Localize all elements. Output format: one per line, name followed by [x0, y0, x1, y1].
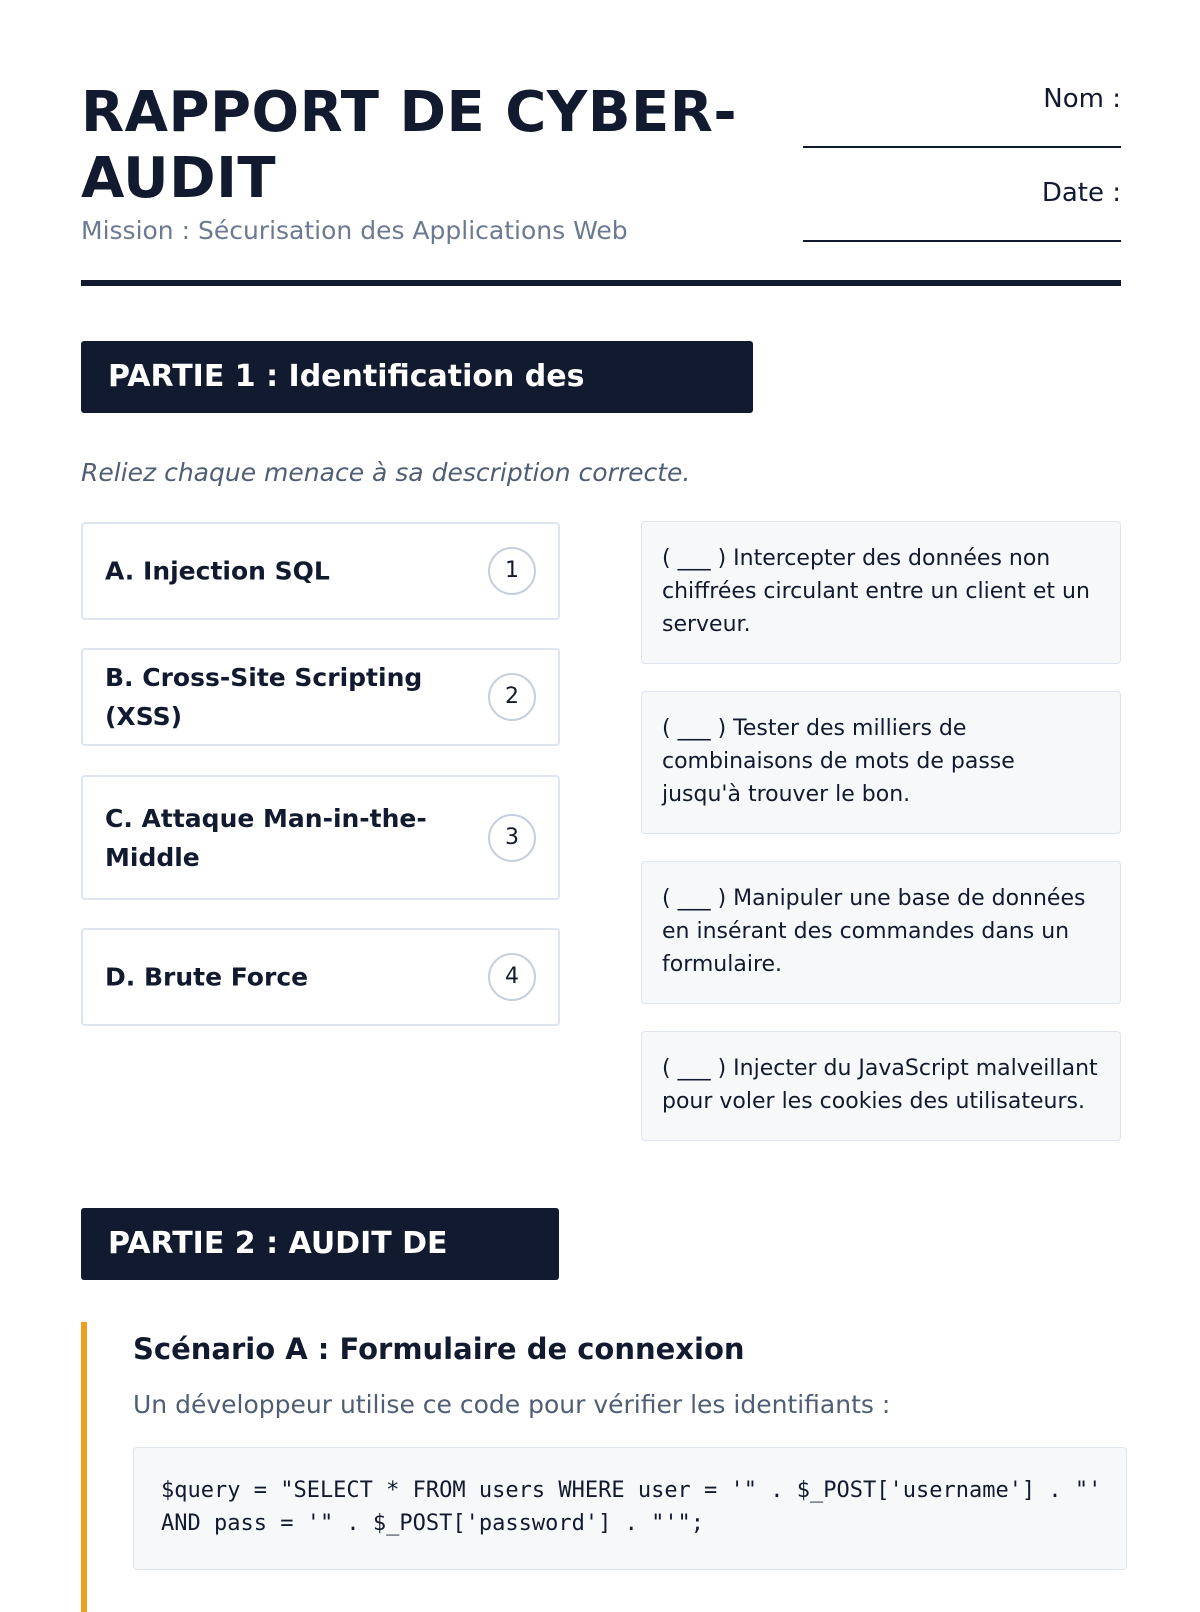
- student-info: [801, 80, 1121, 268]
- threat-card: [81, 775, 560, 900]
- description-box: [641, 521, 1121, 664]
- answer-blank[interactable]: ( ___ ): [662, 546, 727, 571]
- description-box: [641, 691, 1121, 834]
- name-row: [801, 80, 1121, 174]
- name-field-line[interactable]: [803, 146, 1121, 148]
- code-snippet: $query = "SELECT * FROM users WHERE user = '" . $_POST['username'] . "' AND pass = '" . $_POST['password'] . "'";: [133, 1447, 1127, 1570]
- threat-number-badge: 1: [488, 547, 536, 595]
- threat-number-badge: 3: [488, 814, 536, 862]
- description-text: Intercepter des données non chiffrées circulant entre un client et un serveur.: [662, 546, 1090, 637]
- header-divider: [81, 280, 1121, 286]
- description-text: Injecter du JavaScript malveillant pour voler les cookies des utilisateurs.: [662, 1056, 1098, 1114]
- report-title: RAPPORT DE CYBER-AUDIT: [81, 80, 738, 211]
- threat-label: B. Cross-Site Scripting (XSS): [105, 663, 423, 731]
- description-text: Manipuler une base de données en insérant des commandes dans un formulaire.: [662, 886, 1086, 977]
- scenario-title: Scénario A : Formulaire de connexion: [133, 1332, 745, 1366]
- part1-heading: PARTIE 1 : Identification des menaces: [81, 341, 753, 413]
- part2-heading: PARTIE 2 : AUDIT DE CODE: [81, 1208, 559, 1280]
- date-label: Date :: [1041, 178, 1121, 208]
- scenario-a-block: [81, 1322, 1121, 1612]
- date-field-line[interactable]: [803, 240, 1121, 242]
- threat-label: D. Brute Force: [105, 962, 309, 992]
- scenario-description: Un développeur utilise ce code pour vérifier les identifiants :: [133, 1390, 891, 1419]
- answer-blank[interactable]: ( ___ ): [662, 886, 727, 911]
- threat-number-badge: 2: [488, 673, 536, 721]
- description-text: Tester des milliers de combinaisons de mots de passe jusqu'à trouver le bon.: [662, 716, 1015, 807]
- description-box: [641, 1031, 1121, 1141]
- threat-card: [81, 648, 560, 746]
- part1-instruction: Reliez chaque menace à sa description correcte.: [81, 458, 691, 487]
- threat-card: [81, 928, 560, 1026]
- description-box: [641, 861, 1121, 1004]
- report-subtitle: Mission : Sécurisation des Applications Web: [81, 216, 628, 245]
- threat-number-badge: 4: [488, 953, 536, 1001]
- report-header: [81, 80, 1121, 290]
- threat-label: A. Injection SQL: [105, 556, 330, 586]
- answer-blank[interactable]: ( ___ ): [662, 716, 727, 741]
- threat-label: C. Attaque Man-in-the-Middle: [105, 803, 427, 872]
- answer-blank[interactable]: ( ___ ): [662, 1056, 727, 1081]
- name-label: Nom :: [1043, 84, 1121, 114]
- threat-card: [81, 522, 560, 620]
- date-row: [801, 174, 1121, 268]
